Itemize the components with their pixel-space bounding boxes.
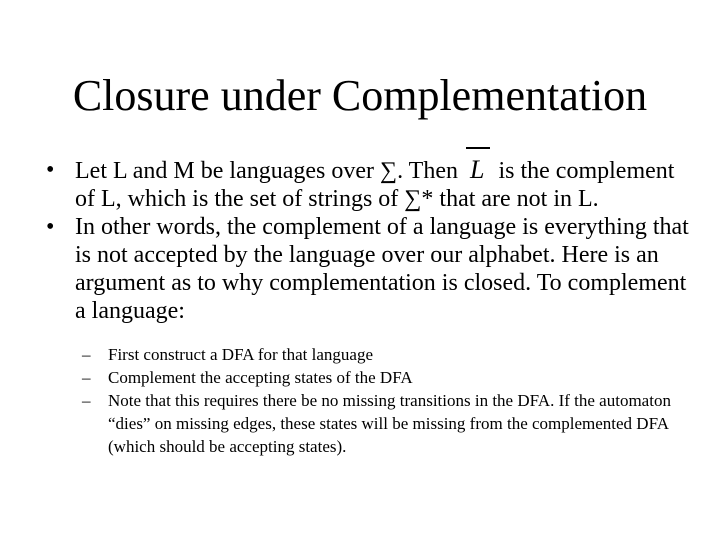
bullet-marker: • <box>46 214 55 240</box>
bullet-item <box>0 213 700 325</box>
sub-bullet-text: Note that this requires there be no missing transitions in the DFA. If the automaton “dies” on missing edges, these states will be missing from the complemented DFA (which should be accepting states). <box>108 391 671 456</box>
bullet-marker: • <box>46 157 55 183</box>
slide-title: Closure under Complementation <box>72 71 648 120</box>
sub-bullet-text: First construct a DFA for that language <box>108 345 374 364</box>
sub-bullet-item <box>0 366 698 389</box>
sub-bullet-marker: – <box>82 391 91 410</box>
bullet-text-before: Let L and M be languages over ∑. Then <box>75 158 458 184</box>
l-complement-symbol: L <box>464 156 492 184</box>
bullet-list <box>0 156 720 458</box>
bullet-item <box>0 156 700 213</box>
sub-bullet-marker: – <box>82 368 91 387</box>
sub-bullet-item <box>0 343 698 366</box>
bullet-text: In other words, the complement of a language is everything that is not accepted by the language over our alphabet. Here is an argument as to why complementation is closed. To complement a language: <box>75 214 689 324</box>
sub-bullet-text: Complement the accepting states of the DFA <box>108 368 413 387</box>
sub-bullet-marker: – <box>82 345 91 364</box>
sub-bullet-list <box>0 343 720 458</box>
bullet-text-after: is the complement of L, which is the set of strings of ∑* that are not in L. <box>75 158 675 212</box>
sub-bullet-item <box>0 389 698 458</box>
